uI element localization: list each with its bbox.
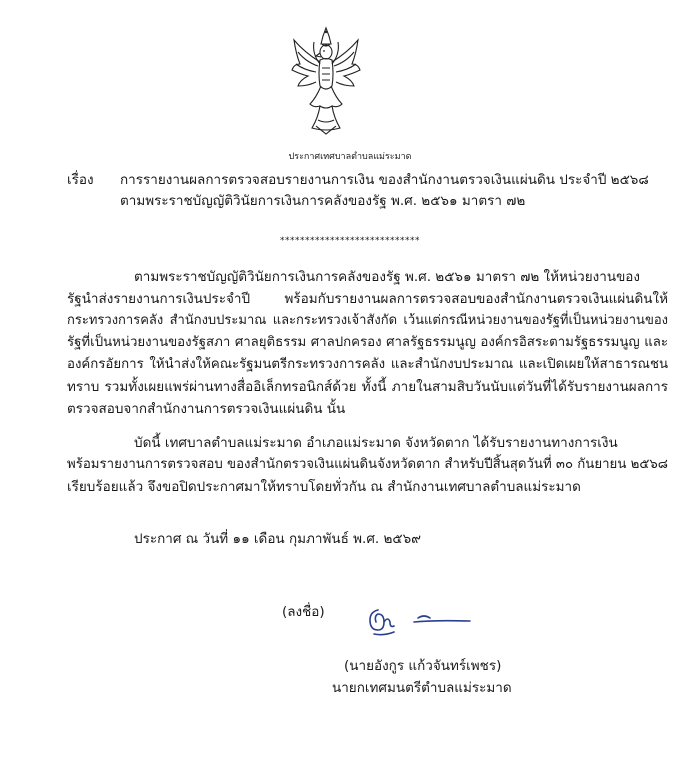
garuda-emblem-icon — [290, 24, 362, 136]
subject-line-1: การรายงานผลการตรวจสอบรายงานการเงิน ของสำนักงานตรวจเงินแผ่นดิน ประจำปี ๒๕๖๘ — [120, 172, 649, 188]
paragraph-2-line: เรียบร้อยแล้ว จึงขอปิดประกาศมาให้ทราบโดยทั่วกัน ณ สำนักงานเทศบาลตำบลแม่ระมาด — [67, 479, 581, 495]
announced-date: ประกาศ ณ วันที่ ๑๑ เดือน กุมภาพันธ์ พ.ศ. ๒๕๖๙ — [134, 531, 422, 547]
paragraph-1-line: องค์กรอัยการ ให้นำส่งให้คณะรัฐมนตรีกระทรวงการคลัง และสำนักงบประมาณ และเปิดเผยให้สาธารณชน — [67, 357, 668, 372]
announcement-title: ประกาศเทศบาลตำบลแม่ระมาด — [288, 152, 412, 162]
paragraph-2-line: พร้อมรายงานการตรวจสอบ ของสำนักตรวจเงินแผ่นดินจังหวัดตาก สำหรับปีสิ้นสุดวันที่ ๓๐ กันยายน ๒๕๖๘ — [67, 457, 668, 472]
paragraph-1-line: ทราบ รวมทั้งเผยแพร่ผ่านทางสื่ออิเล็กทรอนิกส์ด้วย ทั้งนี้ ภายในสามสิบวันนับแต่วันที่ได้รับรายงานผลการ — [67, 379, 668, 395]
paragraph-2-line: บัดนี้ เทศบาลตำบลแม่ระมาด อำเภอแม่ระมาด จังหวัดตาก ได้รับรายงานทางการเงิน — [134, 435, 618, 451]
paragraph-1-line: รัฐนำส่งรายงานการเงินประจำปี พร้อมกับรายงานผลการตรวจสอบของสำนักงานตรวจเงินแผ่นดินให้ — [67, 291, 668, 307]
paragraph-1-line: กระทรวงการคลัง สำนักงบประมาณ และกระทรวงเจ้าสังกัด เว้นแต่กรณีหน่วยงานของรัฐที่เป็นหน่วยงานของ — [67, 313, 668, 328]
separator: **************************** — [280, 236, 420, 246]
paragraph-1-line: รัฐที่เป็นหน่วยงานของรัฐสภา ศาลยุติธรรม ศาลปกครอง ศาลรัฐธรรมนูญ องค์กรอิสระตามรัฐธรรมนูญ และ — [67, 335, 668, 350]
paragraph-1-line: ตามพระราชบัญญัติวินัยการเงินการคลังของรัฐ พ.ศ. ๒๕๖๑ มาตรา ๗๒ ให้หน่วยงานของ — [134, 269, 640, 285]
subject-line-2: ตามพระราชบัญญัติวินัยการเงินการคลังของรัฐ พ.ศ. ๒๕๖๑ มาตรา ๗๒ — [120, 193, 526, 209]
subject-label: เรื่อง — [67, 172, 94, 188]
handwritten-signature — [364, 600, 476, 640]
signer-name: (นายอังกูร แก้วจันทร์เพชร) — [344, 658, 502, 674]
sign-label: (ลงชื่อ) — [282, 604, 325, 620]
signer-title: นายกเทศมนตรีตำบลแม่ระมาด — [332, 680, 512, 696]
paragraph-1-line: ตรวจสอบจากสำนักงานการตรวจเงินแผ่นดิน นั้น — [67, 401, 346, 417]
